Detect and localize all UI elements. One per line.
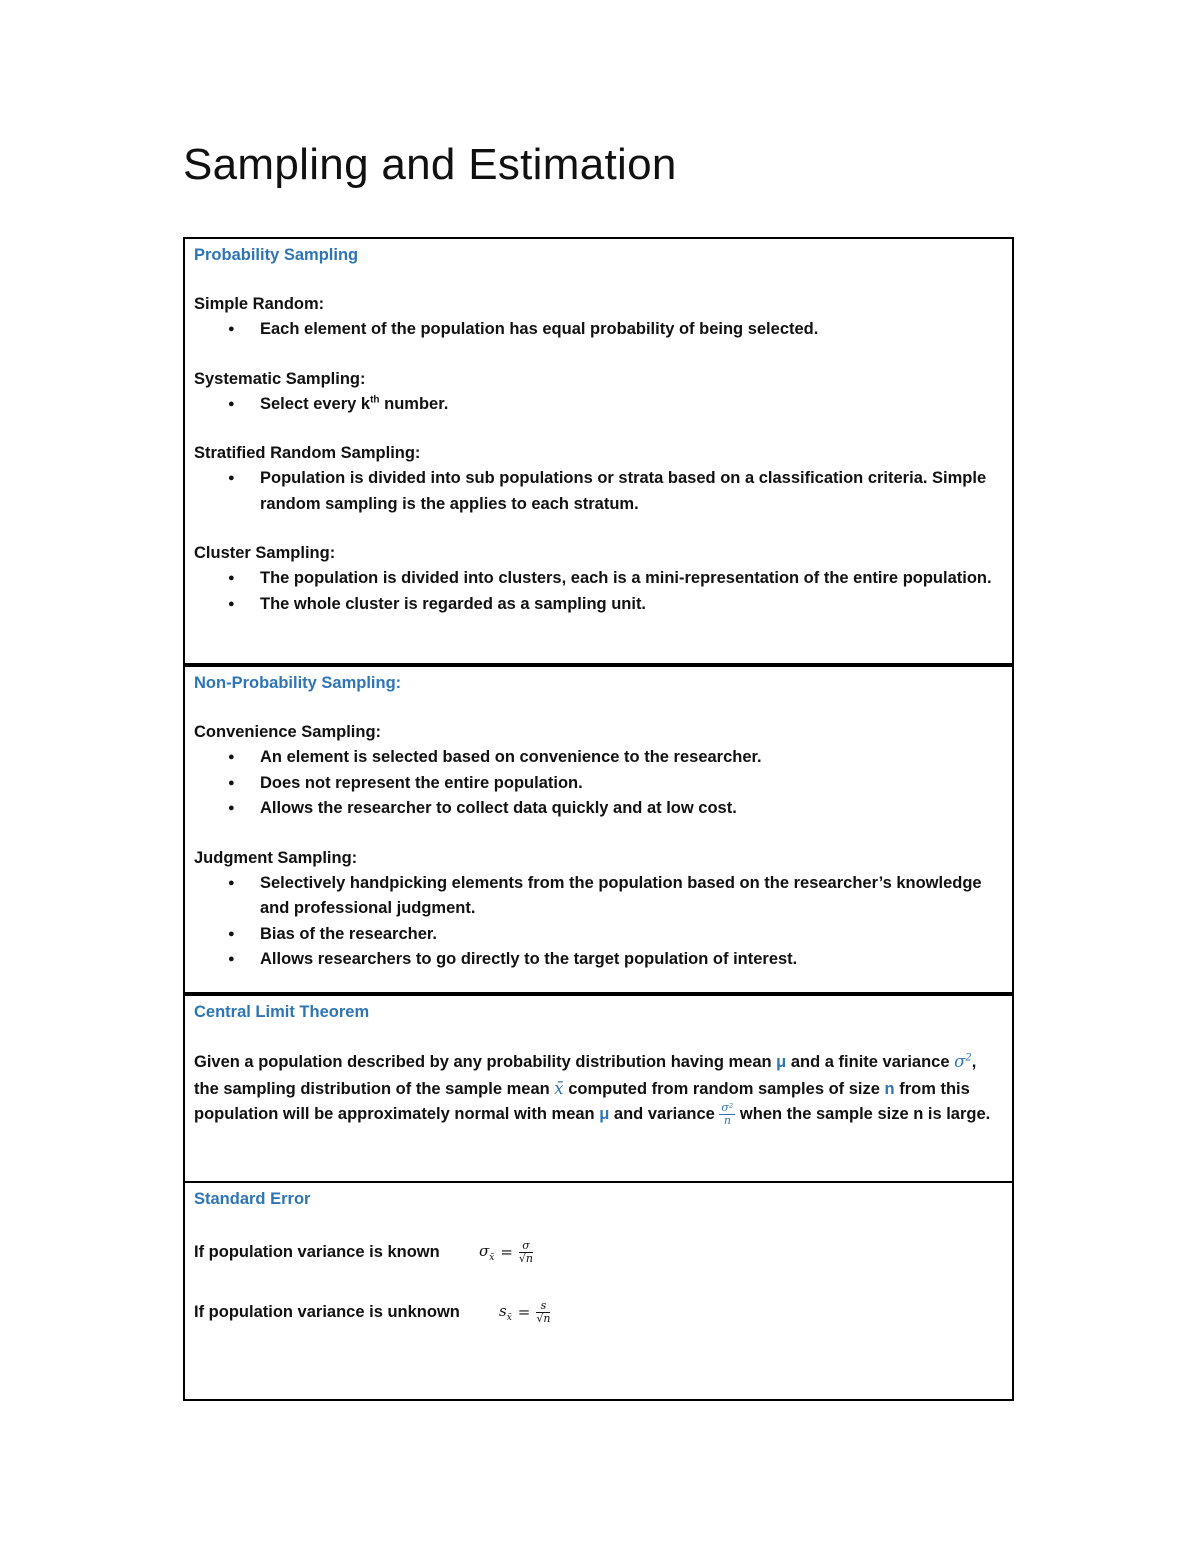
cluster-list xyxy=(194,566,1003,617)
equals-sign: = xyxy=(517,1303,531,1321)
probability-sampling-section xyxy=(183,237,1014,665)
clt-paragraph xyxy=(194,1049,1003,1128)
n-symbol: n xyxy=(884,1079,895,1098)
list-item: ● Population is divided into sub populations or strata based on a classification criteria. Simple random sampling is the applies to each stratum. xyxy=(260,466,1003,517)
superscript: 2 xyxy=(965,1052,972,1064)
probability-sampling-heading: Probability Sampling xyxy=(194,246,359,264)
clt-heading: Central Limit Theorem xyxy=(194,1003,370,1021)
page-title: Sampling and Estimation xyxy=(183,140,677,189)
convenience-list xyxy=(194,745,1003,822)
equals-sign: = xyxy=(500,1243,513,1261)
clt-text: from this population will be approximately normal with mean xyxy=(194,1079,970,1123)
variance-fraction xyxy=(719,1102,735,1127)
list-item: ● Selectively handpicking elements from the population based on the researcher’s knowledge and professional judgment. xyxy=(260,871,1003,922)
standard-error-heading: Standard Error xyxy=(194,1190,311,1208)
clt-text: and variance xyxy=(609,1105,720,1123)
list-item: ● Allows researchers to go directly to the target population of interest. xyxy=(260,947,1003,973)
judgment-label: Judgment Sampling: xyxy=(194,848,358,867)
fraction-numerator: σ xyxy=(519,1240,533,1253)
convenience-label: Convenience Sampling: xyxy=(194,723,382,741)
clt-text: , the sampling distribution of the sample mean xyxy=(194,1053,977,1098)
systematic-text: Select every k xyxy=(260,394,371,413)
list-item: ● The whole cluster is regarded as a sampling unit. xyxy=(260,592,1003,618)
list-item: ● Each element of the population has equal probability of being selected. xyxy=(260,317,1003,343)
systematic-list xyxy=(194,392,1003,418)
superscript: th xyxy=(370,394,380,405)
fraction-numerator: s xyxy=(536,1300,550,1313)
list-item: ● Bias of the researcher. xyxy=(260,922,1003,948)
fraction-denominator: √n xyxy=(518,1251,533,1265)
list-item: ● The population is divided into clusters, each is a mini-representation of the entire population. xyxy=(260,566,1003,592)
fraction-denominator: √n xyxy=(536,1311,551,1325)
list-item: ● An element is selected based on convenience to the researcher. xyxy=(260,745,1003,771)
se-known-label: If population variance is known xyxy=(194,1242,440,1261)
non-probability-sampling-section xyxy=(183,664,1014,994)
central-limit-theorem-section xyxy=(183,993,1014,1183)
sigma-squared xyxy=(954,1052,972,1071)
mu-symbol: μ xyxy=(776,1053,787,1071)
list-item xyxy=(260,392,1003,418)
list-item: ● Allows the researcher to collect data quickly and at low cost. xyxy=(260,796,1003,822)
clt-text: computed from random samples of size xyxy=(563,1079,885,1098)
systematic-text-end: number. xyxy=(379,394,449,413)
cluster-label: Cluster Sampling: xyxy=(194,544,336,562)
se-known-row xyxy=(194,1232,1003,1272)
list-item: ● Does not represent the entire population. xyxy=(260,771,1003,797)
stratified-label: Stratified Random Sampling: xyxy=(194,444,421,462)
sigma-symbol: σ xyxy=(954,1052,966,1071)
se-unknown-row xyxy=(194,1292,1003,1332)
xbar-symbol: x̄ xyxy=(554,1078,564,1098)
se-unknown-formula xyxy=(499,1300,550,1325)
se-known-formula xyxy=(479,1240,533,1265)
simple-random-label: Simple Random: xyxy=(194,295,325,313)
clt-text: Given a population described by any probability distribution having mean xyxy=(194,1053,777,1071)
formula-lhs: σ xyxy=(479,1241,490,1260)
subscript: x̄ xyxy=(506,1312,512,1323)
se-known-fraction xyxy=(519,1240,533,1265)
systematic-label: Systematic Sampling: xyxy=(194,369,366,388)
simple-random-list xyxy=(194,317,1003,343)
mu-symbol: μ xyxy=(599,1105,610,1123)
fraction-denominator: n xyxy=(723,1114,731,1128)
non-probability-heading: Non-Probability Sampling: xyxy=(194,674,402,692)
subscript: x̄ xyxy=(489,1252,495,1263)
judgment-list xyxy=(194,871,1003,973)
stratified-list xyxy=(194,466,1003,517)
se-unknown-fraction xyxy=(536,1300,550,1325)
se-unknown-label: If population variance is unknown xyxy=(194,1302,460,1321)
clt-text: when the sample size n is large. xyxy=(735,1105,991,1123)
formula-lhs: s xyxy=(499,1301,507,1320)
standard-error-section xyxy=(183,1182,1014,1401)
fraction-numerator: σ² xyxy=(721,1101,734,1115)
clt-text: and a finite variance xyxy=(786,1053,955,1071)
